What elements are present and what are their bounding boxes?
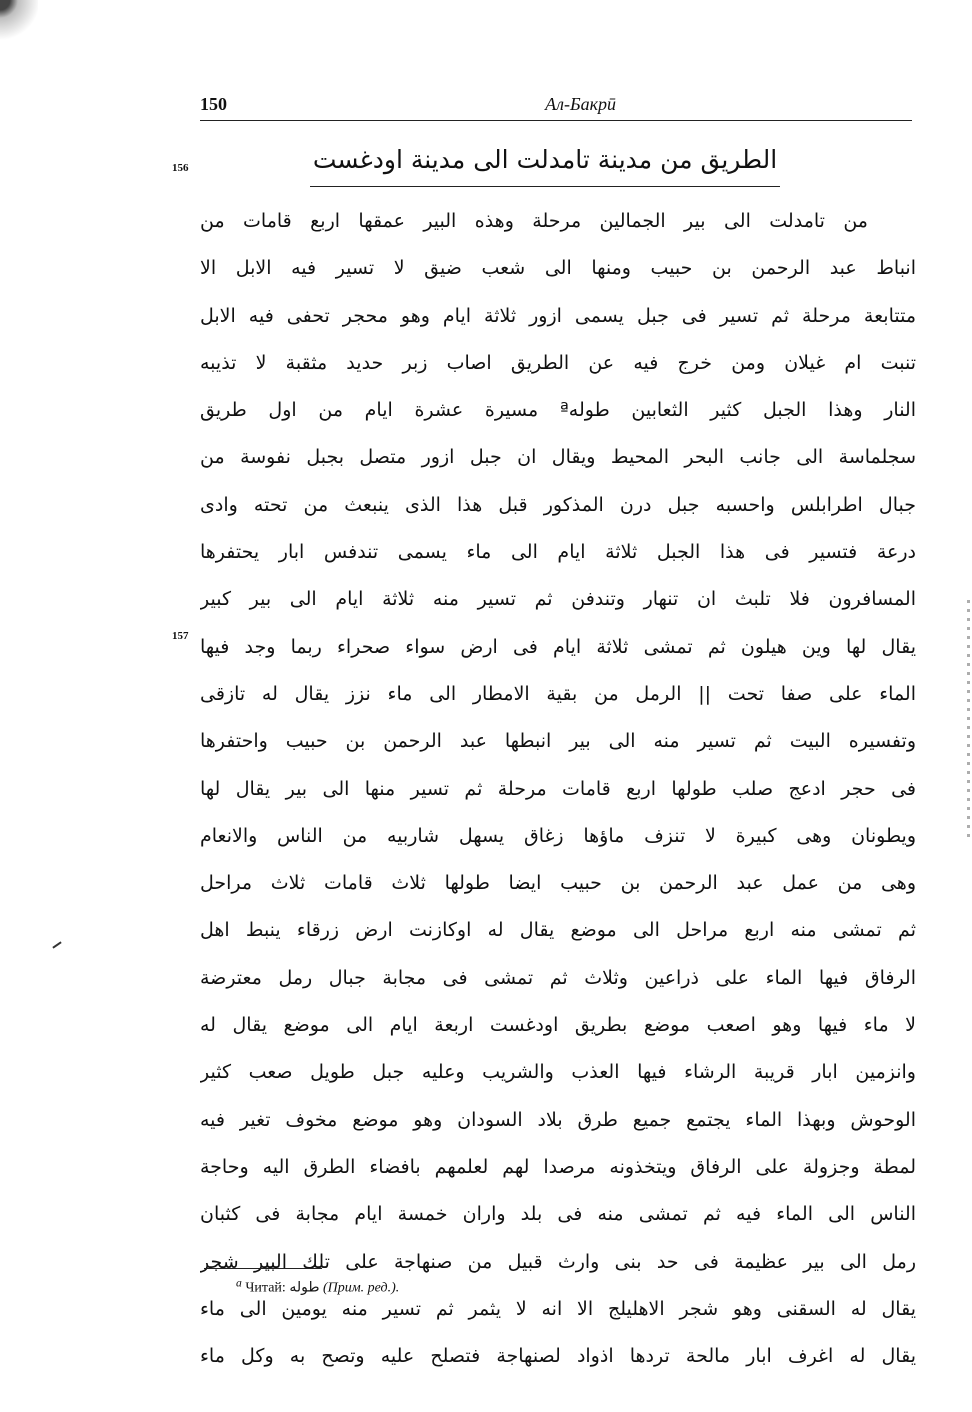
text-line: الوحوش وبهذا الماء يجتمع جميع طرق بلاد السودان وهو موضع مخوف تغير فيه — [200, 1108, 916, 1131]
text-line: سجلماسة الى جانب البحر المحيط ويقال ان جبل ازور متصل بجبل نفوسة من — [200, 446, 916, 469]
text-line: يقال له اغرف ابار مالحة تردها اذواد لصنهاجة فتصلح عليه وتصح به وكل ماء — [200, 1345, 916, 1368]
text-line: يقال له السقنى وهو شجر الاهليلج الا انه لا يثمر ثم تسير منه يومين الى ماء — [200, 1297, 916, 1320]
footnote-marker: a — [236, 1276, 242, 1289]
text-line: لا ماء فيها وهو اصعب موضع بطريق اودغست اربعة ايام الى موضع يقال له — [200, 1014, 916, 1037]
footnote — [236, 1276, 399, 1297]
scan-corner-shadow — [0, 0, 38, 46]
text-line: فى حجر ادعج صلب طولها اربع قامات مرحلة ثم تسير منها الى بير يقال لها — [200, 777, 916, 800]
margin-number-top: 156 — [172, 162, 189, 174]
text-line: وتفسيره البيت ثم تسير منه الى بير انبطها عبد الرحمن بن حبيب واحتفرها — [200, 730, 916, 753]
running-head — [200, 94, 912, 121]
footnote-rule — [204, 1268, 322, 1269]
text-line: الرفاق فيها الماء على ذراعين وثلاث ثم تمشى فى مجابة جبال رمل معترضة — [200, 966, 916, 989]
footnote-note: (Прим. ред.). — [322, 1280, 400, 1296]
margin-number-middle: 157 — [172, 630, 189, 642]
footnote-arabic: طوله — [289, 1279, 320, 1296]
text-line: لمطة وجزولة على الرفاق ويتخذونه مرصدا لهم لعلمهم بافضاء الطرق اليه وحاجة — [200, 1155, 916, 1178]
stray-mark — [52, 941, 61, 948]
section-heading: الطريق من مدينة تامدلت الى مدينة اودغست — [310, 140, 780, 187]
text-line: رمل الى بير عظيمة فى حد بنى وارث قبيل من صنهاجة على تلك البير شجر — [200, 1250, 916, 1273]
body-text — [200, 198, 916, 1380]
page-number: 150 — [200, 94, 227, 114]
text-line: الماء على صفا تحت || الرمل من بقية الامطار الى ماء نزز يقال له تازقى — [200, 682, 916, 705]
text-line: انباط عبد الرحمن بن حبيب ومنها الى شعب ضيق لا تسير فيه الابل الا — [200, 257, 916, 280]
text-line: ويطونان وهى كبيرة لا تنزف ماؤها زغاق يسهل شاربيه من الناس والانعام — [200, 824, 916, 847]
text-line: وهى من عمل عبد الرحمن بن حبيب ايضا طولها ثلاث قامات ثلاث مراحل — [200, 872, 916, 895]
text-line: وانزمين ابار قريبة الرشاء فيها العذب والشريب وعليه جبل طويل صعب كثير — [200, 1061, 916, 1084]
text-line: يقال لها وين هيلون ثم تمشى ثلاثة ايام فى ارض سواء صحراء ربما وجد فيها — [200, 635, 916, 658]
text-line: تنبت ام غيلان ومن خرج فيه عن الطريق اصاب زبر حديد مثقبة لا تذيبه — [200, 351, 916, 374]
scan-edge-shadow — [967, 600, 970, 840]
text-line: ثم تمشى منه اربع مراحل الى موضع يقال له اوكازنت ارض زرقاء ينبط اهل — [200, 919, 916, 942]
text-line: المسافرون فلا تلبث ان تنهار وتندفن ثم تسير منه ثلاثة ايام الى بير كبير — [200, 588, 916, 611]
running-title: Ал-Бакрū — [545, 94, 616, 114]
text-line: درعة فتسير فى هذا الجبل ثلاثة ايام الى ماء يسمى تندفس ابار يحتفرها — [200, 541, 916, 564]
text-line: متتابعة مرحلة ثم تسير فى جبل يسمى ازور ثلاثة ايام وهو محجر تحفى فيه الابل — [200, 304, 916, 327]
text-line: جبال اطرابلس واحسبه جبل درن المذكور قبل هذا الذى ينبعث من تحته وادى — [200, 493, 916, 516]
text-line: النار وهذا الجبل كثير الثعابين طولهª مسيرة عشرة ايام من اول طريق — [200, 399, 916, 422]
text-line: الناس الى الماء فيه ثم تمشى منه فى بلد واران خمسة ايام مجابة فى كثبان — [200, 1203, 916, 1226]
footnote-label: Читай: — [245, 1280, 286, 1296]
text-line: من تامدلت الى بير الجمالين مرحلة وهذه البير عمقها اربع قامات من — [200, 210, 868, 232]
